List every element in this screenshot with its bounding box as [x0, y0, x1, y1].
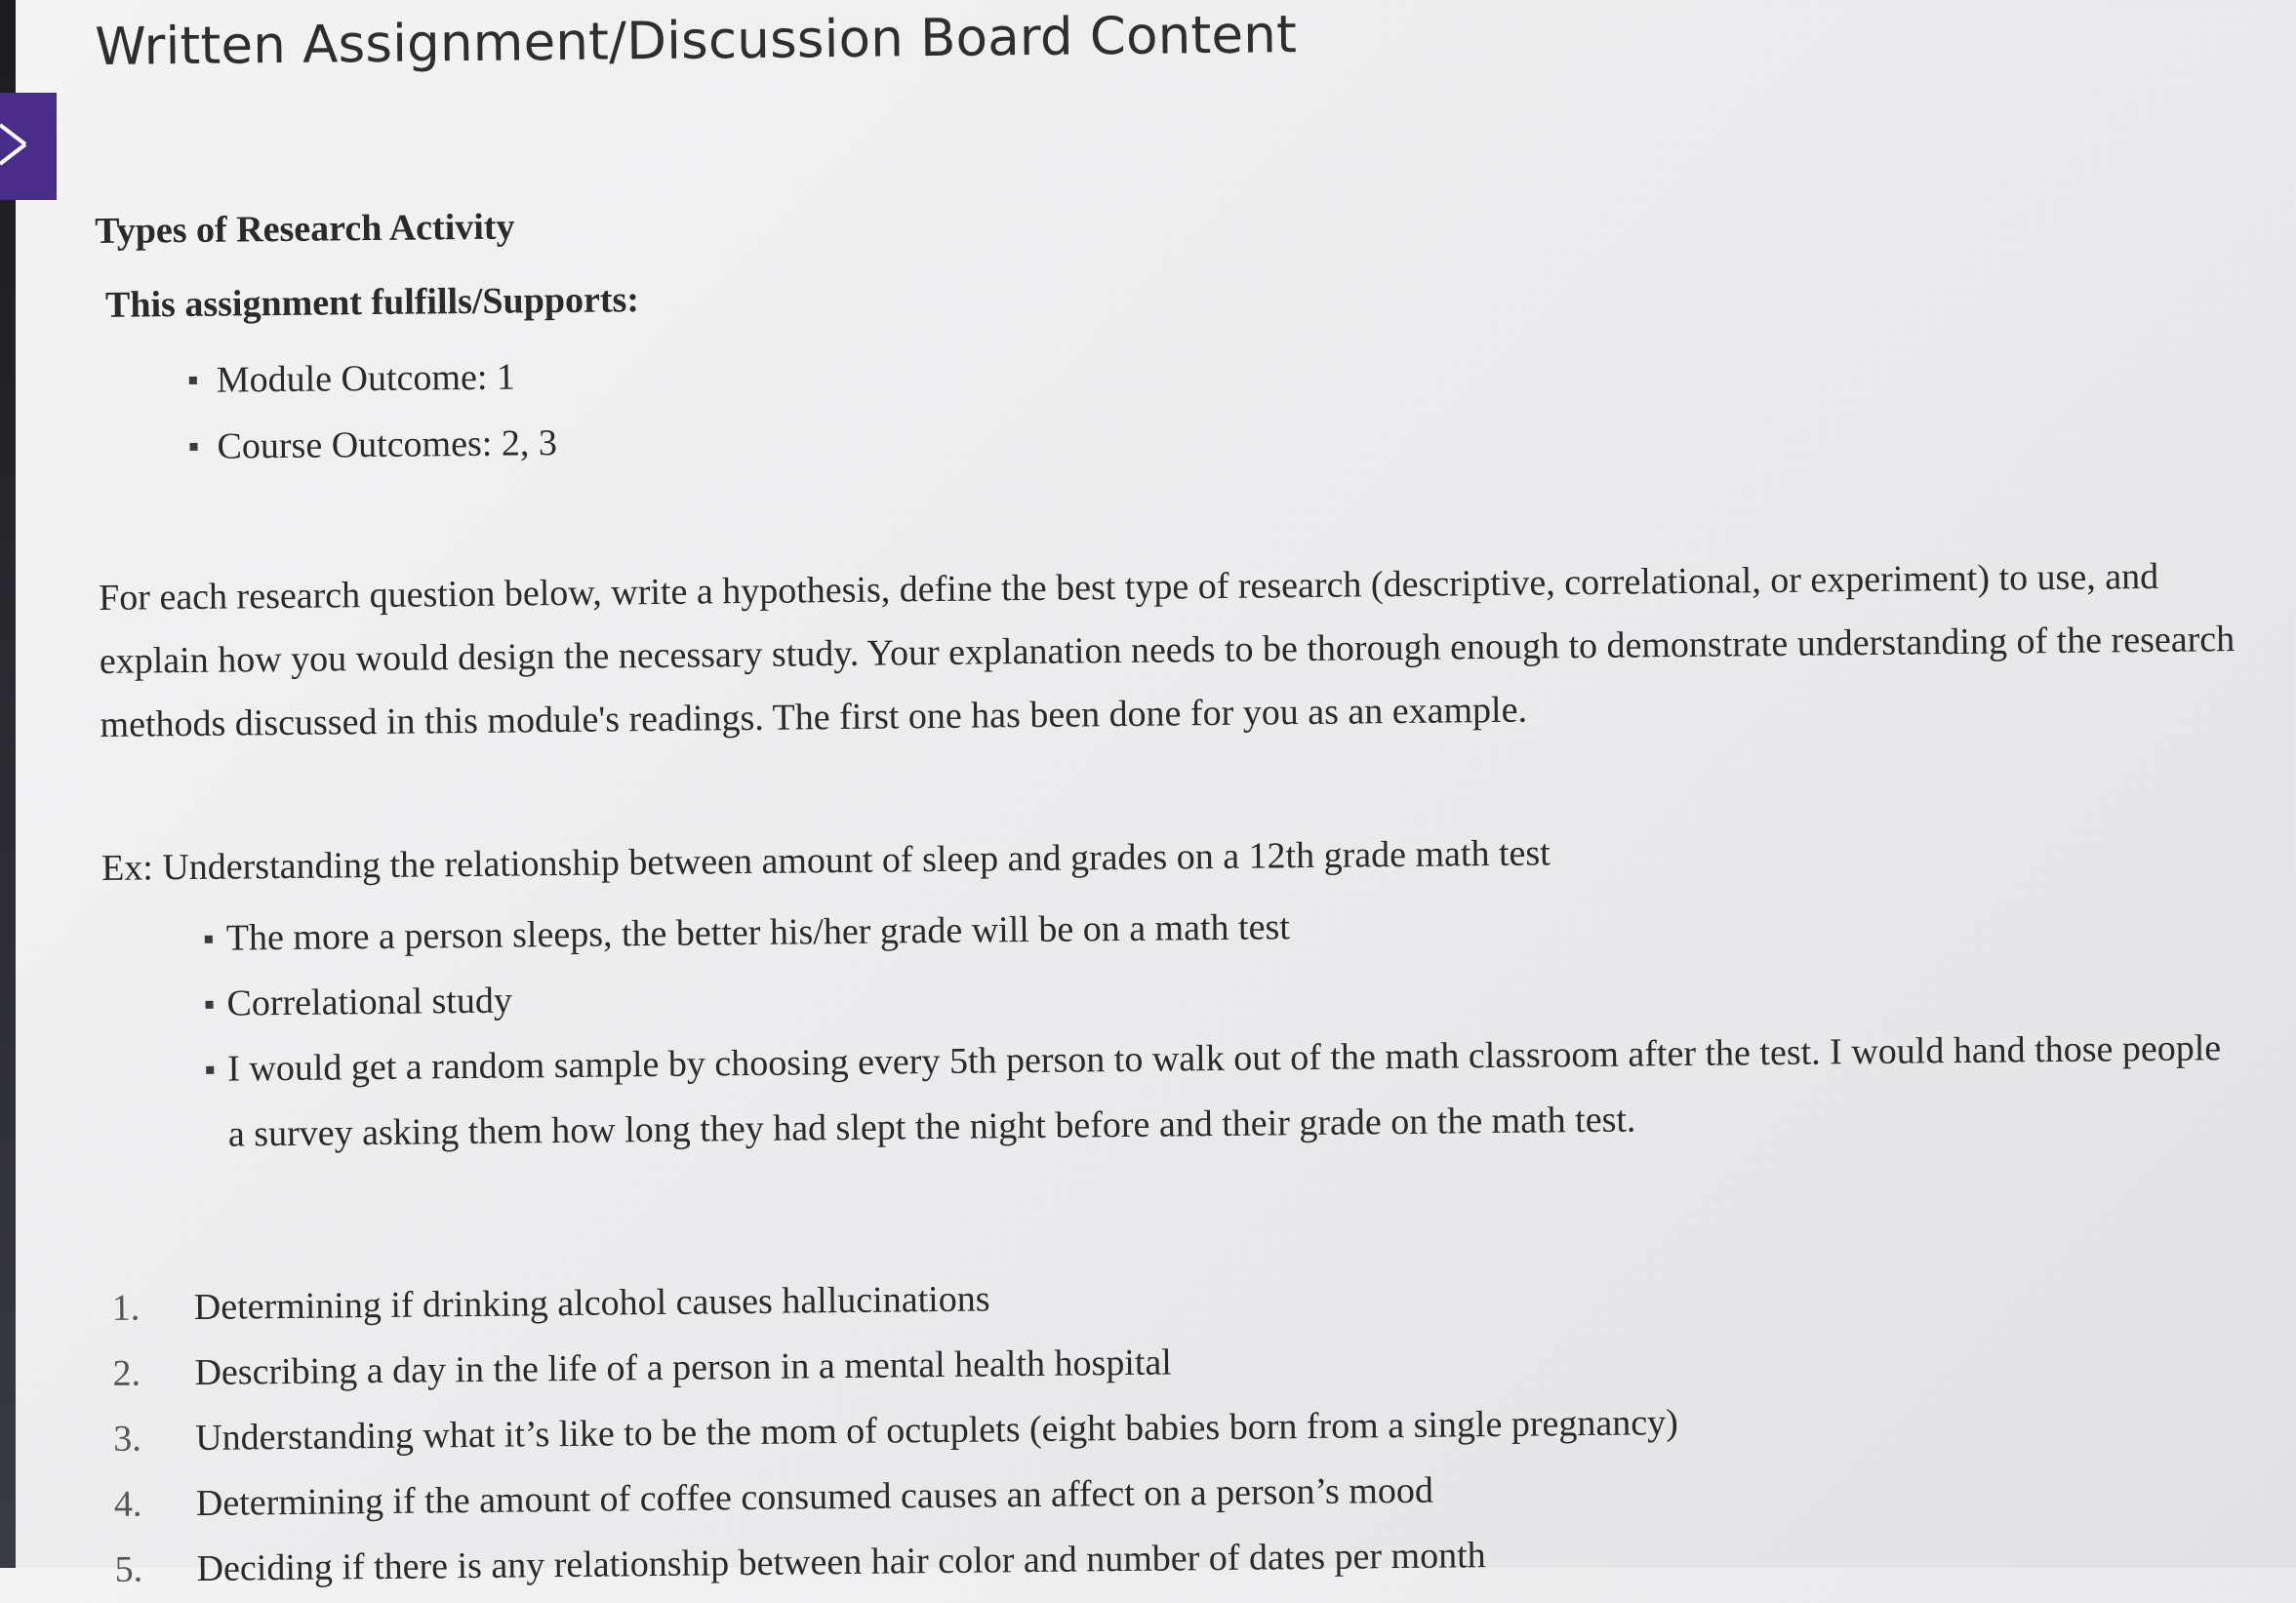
- question-number: 5.: [114, 1548, 143, 1590]
- question-text: Determining if drinking alcohol causes hallucinations: [193, 1278, 990, 1328]
- fulfills-heading: This assignment fulfills/Supports:: [104, 279, 640, 326]
- instructions-paragraph: For each research question below, write a hypothesis, define the best type of research (descriptive, correlational, or experiment) to use, and explain how you would design the necessary study. Your explanation needs to be thorough enough to demonstrate understanding of the research methods discussed in this module's readings. The first one has been done for you as an example.: [98, 555, 2236, 745]
- question-text: Deciding if there is any relationship between hair color and number of dates per month: [196, 1535, 1486, 1589]
- outcome-list: [96, 326, 2273, 481]
- example-hypothesis: The more a person sleeps, the better his/her grade will be on a math test: [204, 885, 2227, 972]
- question-text: Understanding what it’s like to be the mom of octuplets (eight babies born from a single pregnancy): [194, 1402, 1678, 1459]
- example-list: [101, 885, 2280, 1169]
- close-icon: [0, 115, 39, 179]
- question-text: Describing a day in the life of a person in a mental health hospital: [194, 1342, 1173, 1393]
- outcome-item: Course Outcomes: 2, 3: [189, 392, 2274, 480]
- research-question-list: [105, 1254, 2284, 1603]
- example-study-design: I would get a random sample by choosing every 5th person to walk out of the math classroom after the test. I would hand those people a survey asking them how long they had slept the night before and their grade on the math test.: [206, 1016, 2229, 1168]
- activity-title: Types of Research Activity: [95, 206, 515, 252]
- question-number: 2.: [112, 1352, 141, 1394]
- close-panel-button[interactable]: [0, 93, 57, 200]
- example-intro: Ex: Understanding the relationship between amount of sleep and grades on a 12th grade math test: [101, 832, 1551, 889]
- left-edge-bar: [0, 0, 16, 1568]
- question-text: Determining if the amount of coffee consumed causes an affect on a person’s mood: [195, 1469, 1434, 1524]
- question-number: 1.: [111, 1287, 141, 1329]
- page-title: Written Assignment/Discussion Board Content: [95, 5, 1298, 77]
- outcome-item: Module Outcome: 1: [188, 326, 2273, 414]
- question-number: 4.: [113, 1483, 142, 1525]
- question-number: 3.: [112, 1418, 141, 1460]
- assignment-content: [95, 187, 2285, 1603]
- example-research-type: Correlational study: [205, 950, 2228, 1037]
